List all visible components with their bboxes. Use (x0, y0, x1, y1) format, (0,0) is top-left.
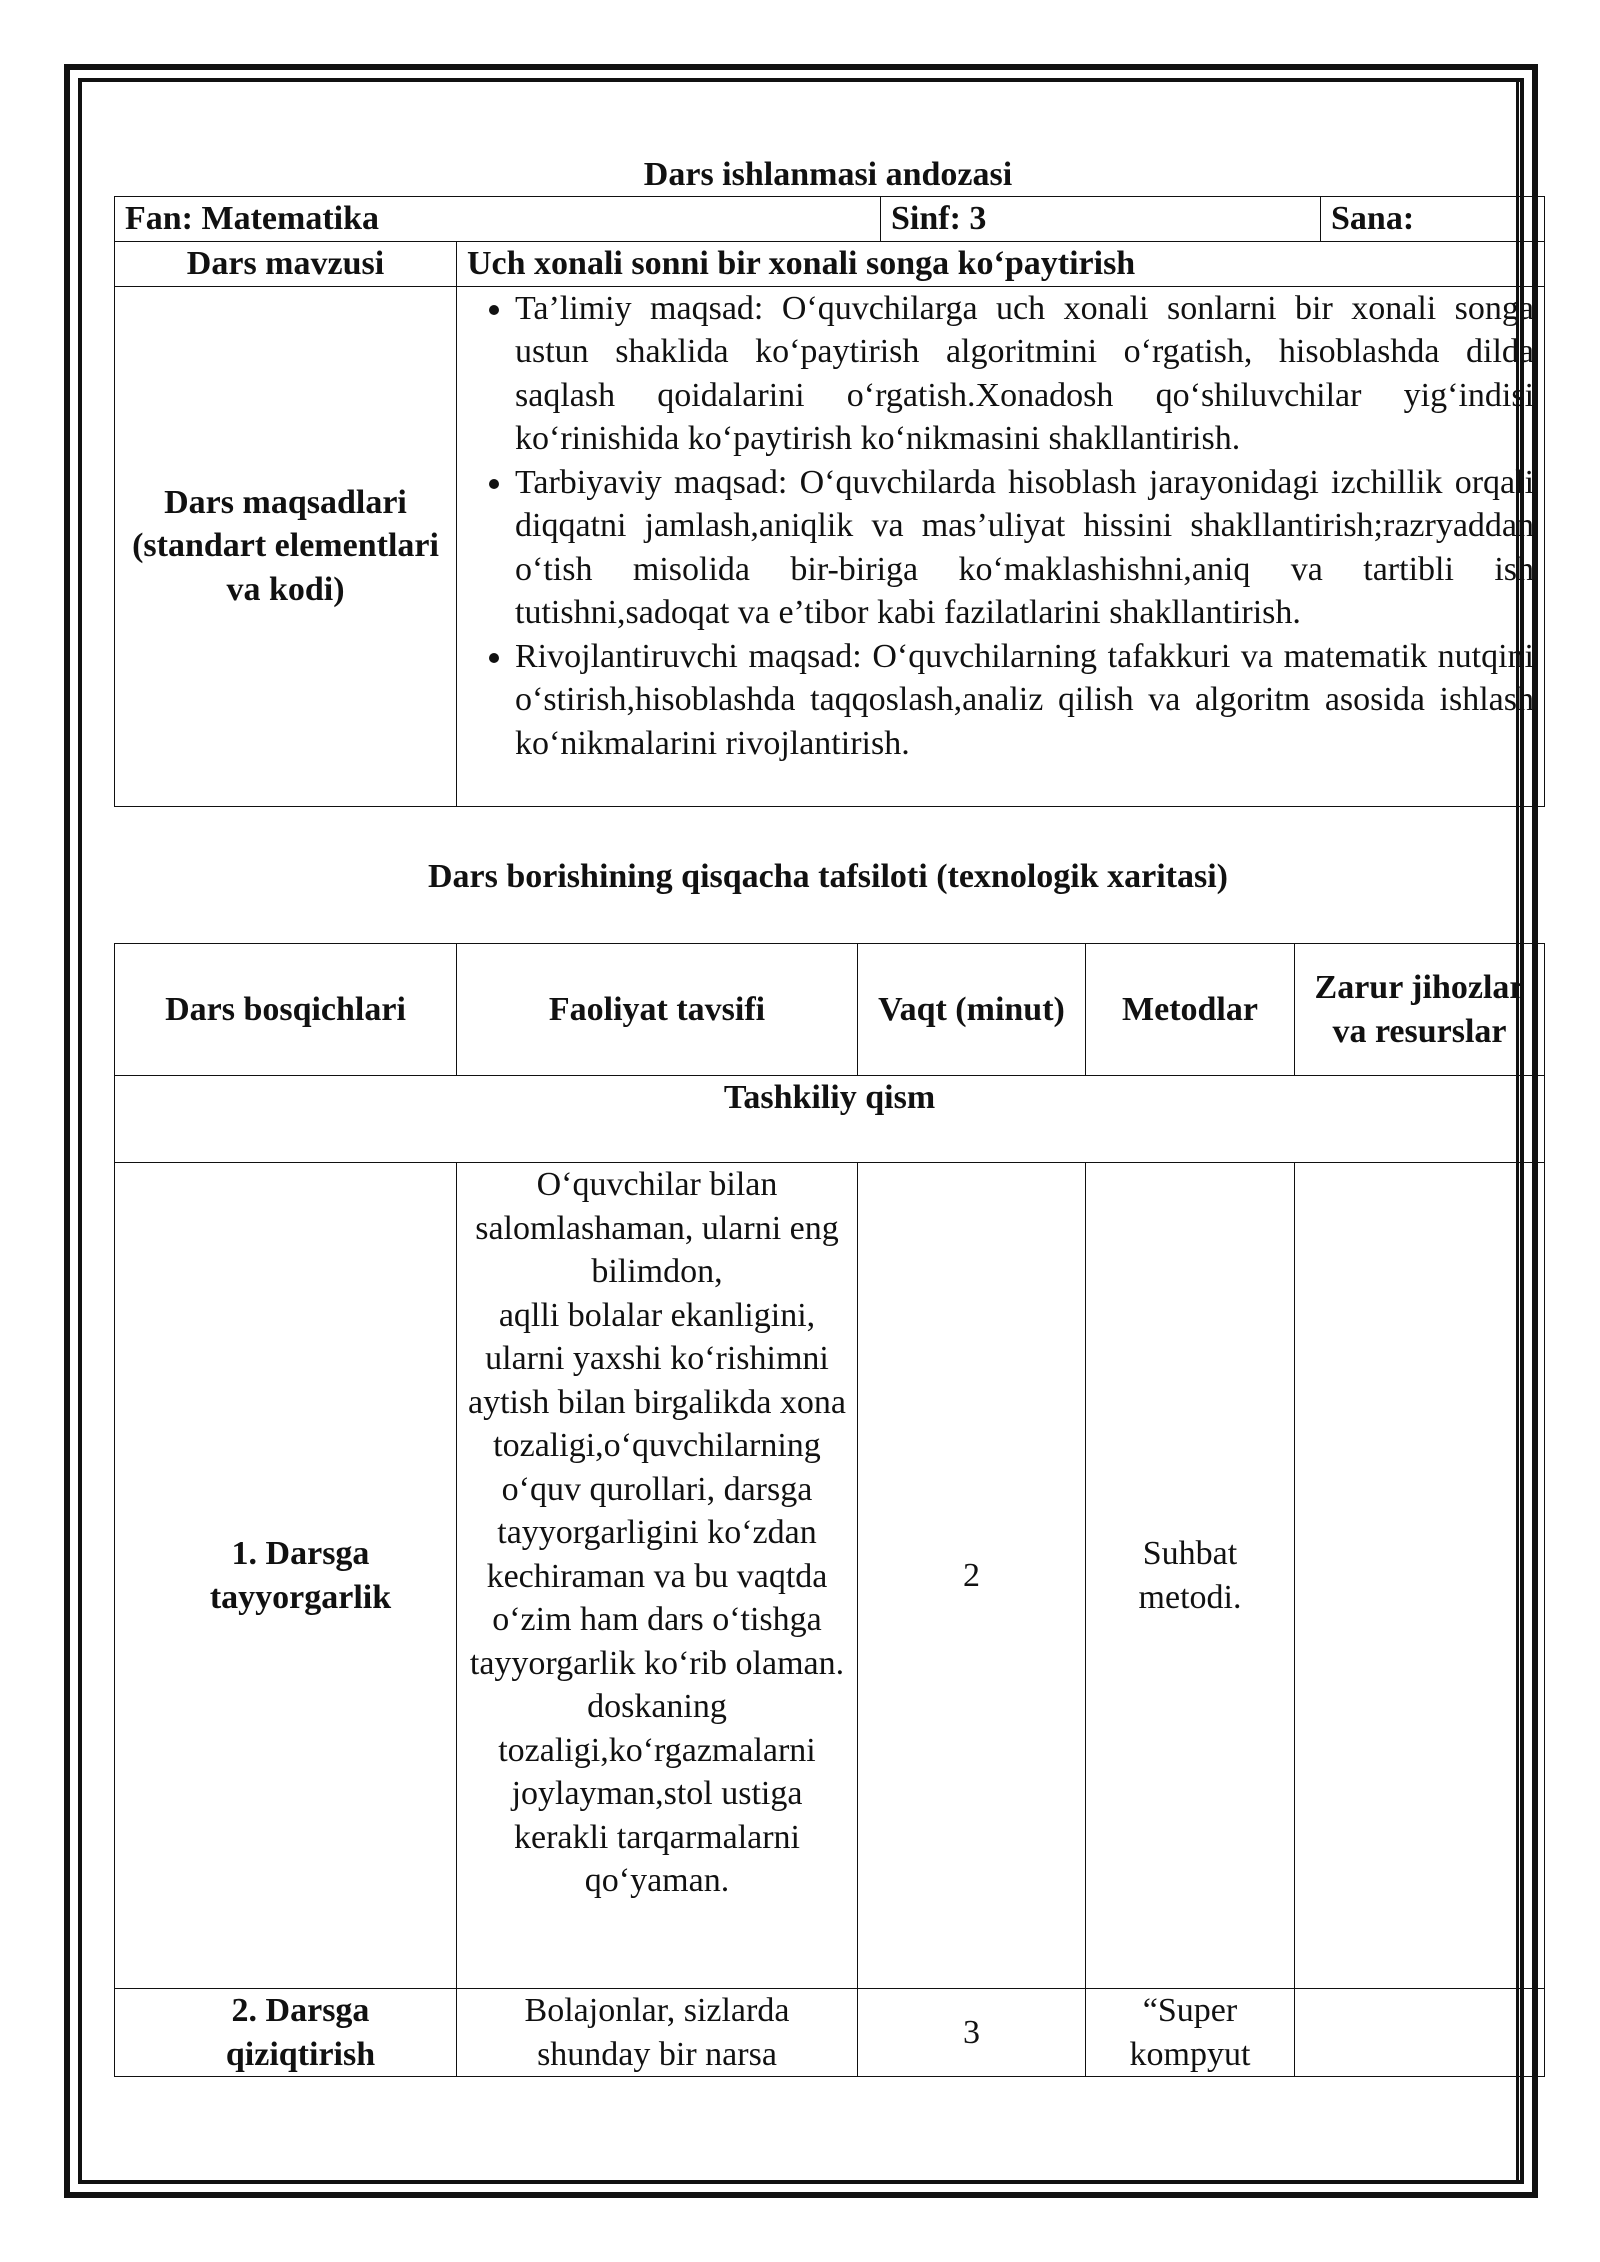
lesson-plan-table (114, 943, 1545, 2077)
col-header-activity: Faoliyat tavsifi (457, 944, 858, 1076)
section-row-label: Tashkiliy qism (115, 1076, 1545, 1163)
document-title: Dars ishlanmasi andozasi (643, 156, 1013, 193)
resources-cell (1295, 1989, 1545, 2077)
grade-cell: Sinf: 3 (881, 197, 1321, 242)
plan-header-row (115, 944, 1545, 1076)
col-header-resources: Zarur jihozlar va resurslar (1295, 944, 1545, 1076)
stage-cell: 2. Darsga qiziqtirish (115, 1989, 457, 2077)
time-cell: 3 (858, 1989, 1086, 2077)
col-header-time: Vaqt (minut) (858, 944, 1086, 1076)
goals-list (467, 287, 1534, 766)
table-row (115, 1989, 1545, 2077)
resources-cell (1295, 1163, 1545, 1989)
topic-value: Uch xonali sonni bir xonali songa koʻpaytirish (457, 242, 1545, 287)
table-row (115, 1163, 1545, 1989)
activity-cell: Bolajonlar, sizlarda shunday bir narsa (457, 1989, 858, 2077)
goals-row (115, 286, 1545, 806)
goals-label: Dars maqsadlari (standart elementlari va kodi) (115, 286, 457, 806)
time-cell: 2 (858, 1163, 1086, 1989)
header-row (115, 197, 1545, 242)
topic-row (115, 242, 1545, 287)
section-row (115, 1076, 1545, 1163)
stage-cell: 1. Darsga tayyorgarlik (115, 1163, 457, 1989)
topic-label: Dars mavzusi (115, 242, 457, 287)
goal-developmental: • Rivojlantiruvchi maqsad: Oʻquvchilarning tafakkuri va matematik nutqini oʻstirish,hisoblashda taqqoslash,analiz qilish va algoritm asosida ishlash koʻnikmalarini rivojlantirish. (515, 635, 1534, 766)
lesson-info-table (114, 196, 1545, 807)
activity-cell: Oʻquvchilar bilan salomlashaman, ularni eng bilimdon, aqlli bolalar ekanligini, ularni yaxshi koʻrishimni aytish bilan birgalikda xona tozaligi,oʻquvchilarning oʻquv qurollari, darsga tayyorgarligini koʻzdan kechiraman va bu vaqtda oʻzim ham dars oʻtishga tayyorgarlik koʻrib olaman. doskaning tozaligi,koʻrgazmalarni joylayman,stol ustiga kerakli tarqarmalarni qoʻyaman. (457, 1163, 858, 1989)
goal-upbringing: • Tarbiyaviy maqsad: Oʻquvchilarda hisoblash jarayonidagi izchillik orqali diqqatni jamlash,aniqlik va mas’uliyat hissini shakllantirish;razryaddan oʻtish misolida bir-biriga koʻmaklashishni,aniq va tartibli ish tutishni,sadoqat va e’tibor kabi fazilatlarini shakllantirish. (515, 461, 1534, 635)
section-title: Dars borishining qisqacha tafsiloti (texnologik xaritasi) (427, 858, 1228, 895)
goal-educational: • Ta’limiy maqsad: Oʻquvchilarga uch xonali sonlarni bir xonali songa ustun shaklida koʻpaytirish algoritmini oʻrgatish, hisoblashda dilda saqlash qoidalarini oʻrgatish.Xonadosh qoʻshiluvchilar yigʻindisi koʻrinishida koʻpaytirish koʻnikmasini shakllantirish. (515, 287, 1534, 461)
col-header-stages: Dars bosqichlari (115, 944, 457, 1076)
methods-cell: “Super kompyut (1086, 1989, 1295, 2077)
date-cell: Sana: (1321, 197, 1545, 242)
goals-cell (457, 286, 1545, 806)
col-header-methods: Metodlar (1086, 944, 1295, 1076)
methods-cell: Suhbat metodi. (1086, 1163, 1295, 1989)
subject-cell: Fan: Matematika (115, 197, 881, 242)
